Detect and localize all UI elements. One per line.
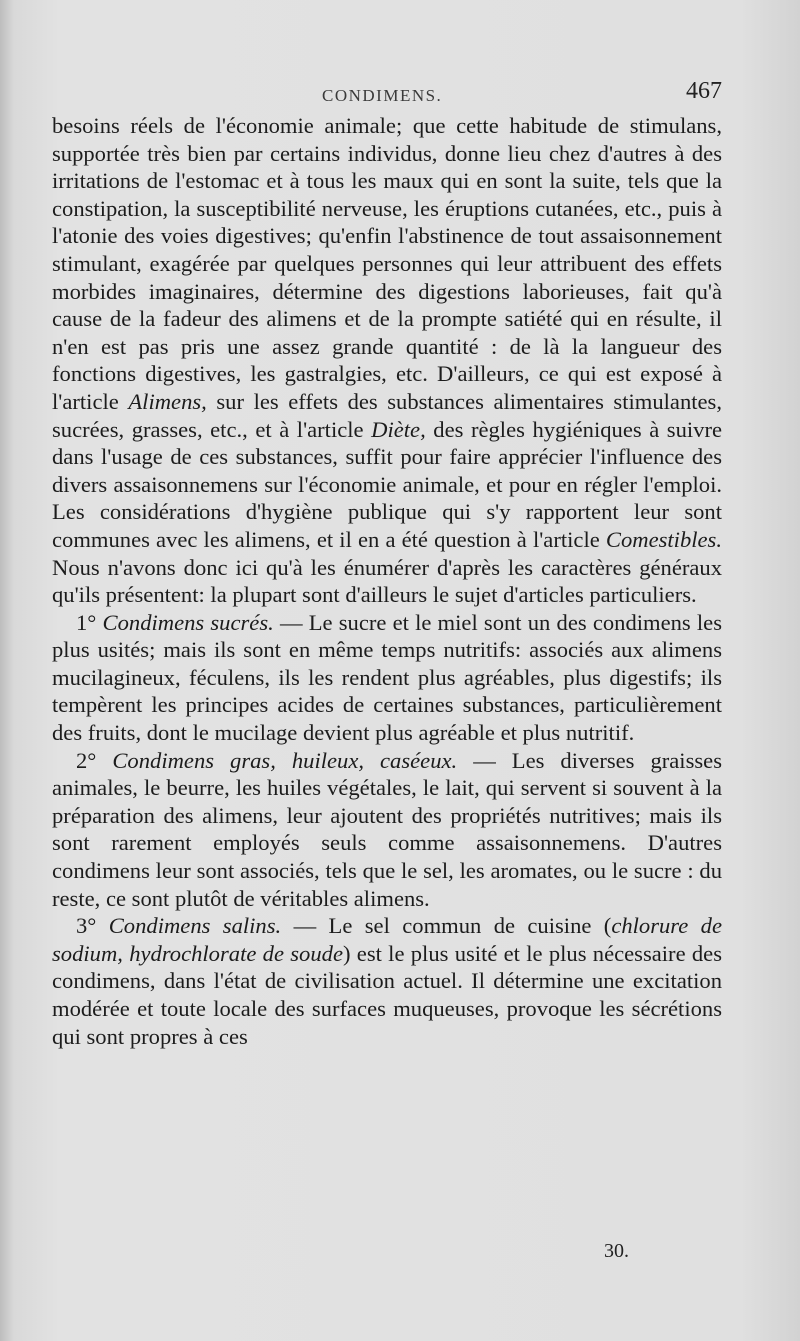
paragraph-text: — Le sel commun de cuisine ( xyxy=(281,913,612,939)
page-number: 467 xyxy=(686,78,722,104)
section-number: 3° xyxy=(76,913,97,939)
section-condimens-salins xyxy=(52,912,722,1050)
section-number: 1° xyxy=(76,609,97,635)
paragraph-text: — Le sucre et le miel sont un des condimens les plus usités; mais ils sont en même temps nutritifs: associés aux alimens mucilagineux, féculens, ils les rendent plus agréables, plus digestifs; ils tempèrent les principes acides de certaines substances, particulièrement des fruits, dont le mucilage devient plus agréable et plus nutritif. xyxy=(52,609,722,746)
article-reference: Alimens, xyxy=(128,388,207,414)
section-condimens-sucres xyxy=(52,609,722,747)
paragraph-text: — Les diverses graisses animales, le beurre, les huiles végétales, le lait, qui servent si souvent à la préparation des alimens, leur ajoutent des propriétés nutritives; mais ils sont rarement employés seuls comme assaisonnemens. D'autres condimens leur sont associés, tels que le sel, les aromates, ou le sucre : du reste, ce sont plutôt de véritables alimens. xyxy=(52,747,722,911)
page-header xyxy=(52,78,722,108)
signature-mark: 30. xyxy=(604,1240,629,1262)
chemical-name: chlorure de sodium, hydrochlorate de soude xyxy=(52,913,722,966)
paragraph-text: ) est le plus usité et le plus nécessaire des condimens, dans l'état de civilisation actuel. Il détermine une excitation modérée et toute locale des surfaces muqueuses, provoque les sécrétions qui sont propres à ces xyxy=(52,940,722,1049)
paragraph-intro xyxy=(52,112,722,609)
paragraph-text: sur les effets des substances alimentaires stimulantes, sucrées, grasses, etc., et à l'article xyxy=(52,388,722,442)
running-title: CONDIMENS. xyxy=(322,86,443,105)
article-reference: Diète, xyxy=(371,416,426,442)
section-condimens-gras xyxy=(52,747,722,913)
paragraph-text: besoins réels de l'économie animale; que cette habitude de stimulans, supportée très bien par certains individus, donne lieu chez d'autres à des irritations de l'estomac et à tous les maux qui en sont la suite, tels que la constipation, la susceptibilité nerveuse, les éruptions cutanées, etc., puis à l'atonie des voies digestives; qu'enfin l'abstinence de tout assaisonnement stimulant, exagérée par quelques personnes qui leur attribuent des effets morbides imaginaires, détermine des digestions laborieuses, fait qu'à cause de la fadeur des alimens et de la prompte satiété qui en résulte, il n'en est pas pris une assez grande quantité : de là la langueur des fonctions digestives, les gastralgies, etc. D'ailleurs, ce qui est exposé à l'article xyxy=(52,113,722,414)
body-text xyxy=(52,112,722,1050)
section-title: Condimens sucrés. xyxy=(102,609,274,635)
section-title: Condimens salins. xyxy=(108,913,282,939)
section-number: 2° xyxy=(76,747,97,773)
article-reference: Comestibles. xyxy=(605,526,722,552)
section-title: Condimens gras, huileux, caséeux. xyxy=(112,747,458,773)
paragraph-text: des règles hygiéniques à suivre dans l'usage de ces substances, suffit pour faire apprécier l'influence des divers assaisonnemens sur l'économie animale, et pour en régler l'emploi. Les considérations d'hygiène publique qui s'y rapportent leur sont communes avec les alimens, et il en a été question à l'article xyxy=(52,416,722,552)
paragraph-text: Nous n'avons donc ici qu'à les énumérer d'après les caractères généraux qu'ils présentent: la plupart sont d'ailleurs le sujet d'articles particuliers. xyxy=(52,554,722,608)
